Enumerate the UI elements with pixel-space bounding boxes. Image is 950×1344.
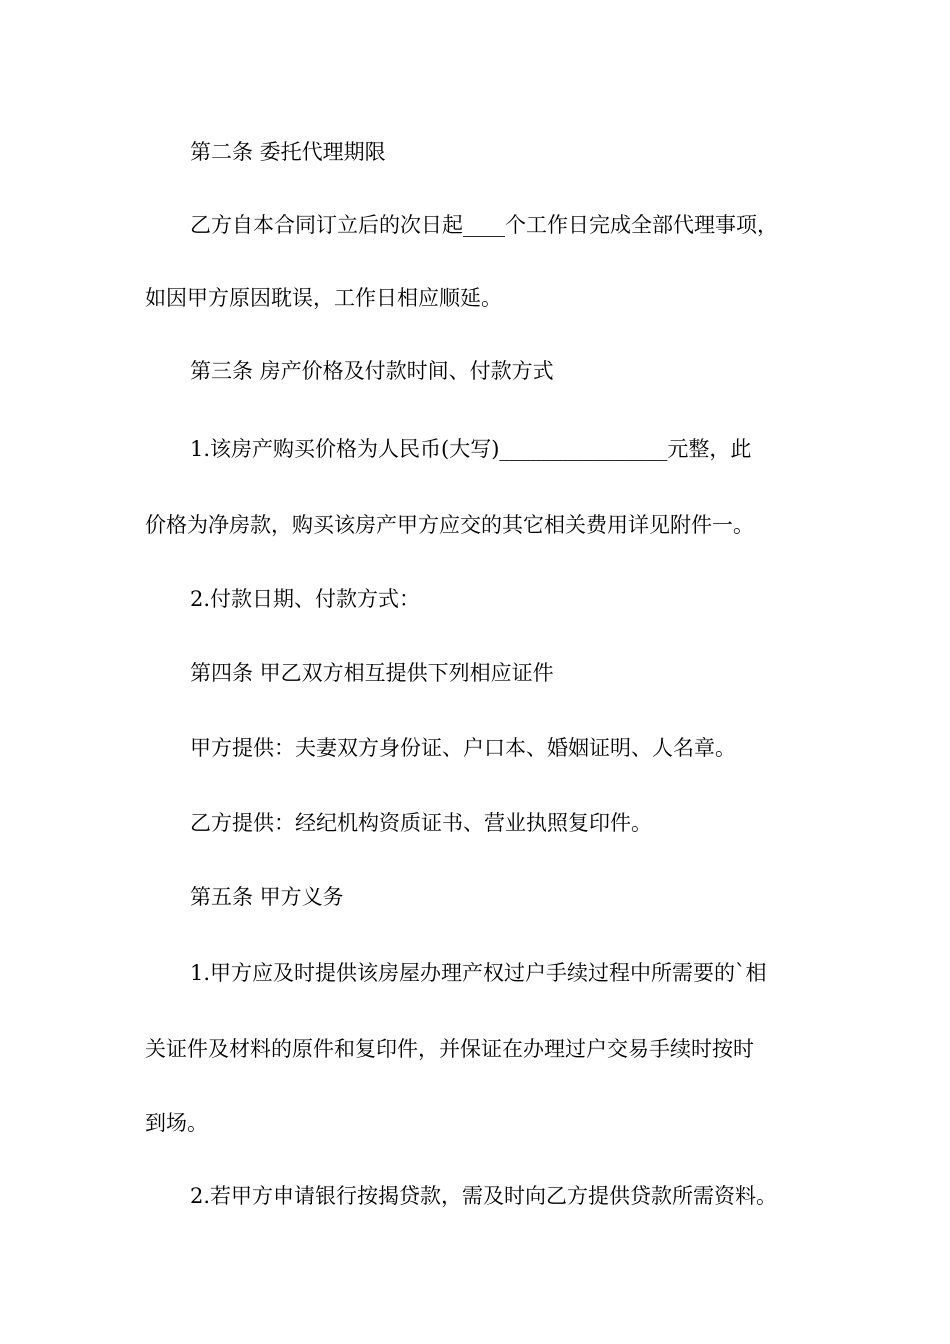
- section-heading-article-4: 第四条 甲乙双方相互提供下列相应证件: [190, 661, 554, 685]
- paragraph-line: 如因甲方原因耽误，工作日相应顺延。: [145, 286, 502, 310]
- paragraph-line: 2.付款日期、付款方式：: [190, 587, 421, 611]
- paragraph-line: 价格为净房款，购买该房产甲方应交的其它相关费用详见附件一。: [145, 513, 754, 537]
- paragraph-line: 1.该房产购买价格为人民币(大写)________________元整，此: [190, 437, 752, 461]
- section-heading-article-5: 第五条 甲方义务: [190, 885, 344, 909]
- section-heading-article-2: 第二条 委托代理期限: [190, 140, 386, 164]
- section-heading-article-3: 第三条 房产价格及付款时间、付款方式: [190, 359, 554, 383]
- paragraph-line: 2.若甲方申请银行按揭贷款，需及时向乙方提供贷款所需资料。: [190, 1184, 778, 1208]
- paragraph-line: 甲方提供：夫妻双方身份证、户口本、婚姻证明、人名章。: [190, 736, 736, 760]
- paragraph-line: 到场。: [145, 1111, 208, 1135]
- paragraph-line: 关证件及材料的原件和复印件，并保证在办理过户交易手续时按时: [145, 1037, 754, 1061]
- paragraph-line: 乙方自本合同订立后的次日起____个工作日完成全部代理事项，: [190, 213, 778, 237]
- paragraph-line: 1.甲方应及时提供该房屋办理产权过户手续过程中所需要的`相: [190, 961, 767, 985]
- paragraph-line: 乙方提供：经纪机构资质证书、营业执照复印件。: [190, 811, 652, 835]
